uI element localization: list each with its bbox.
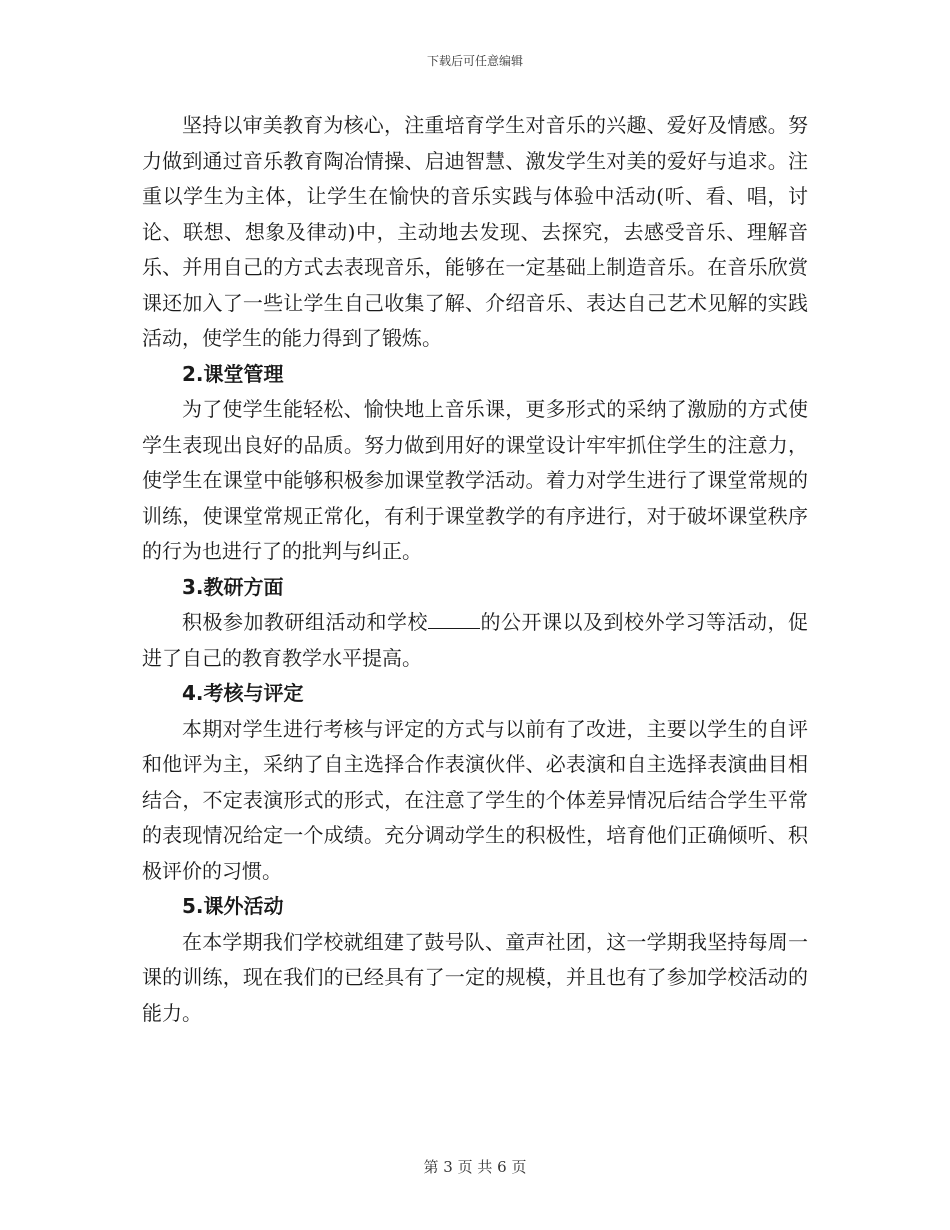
- text-after-blank: 的公开课以及到校外学习等活动，促进了自己的教育教学水平提高。: [142, 610, 808, 670]
- fill-in-blank: [428, 610, 480, 629]
- page-number: 第 3 页 共 6 页: [423, 1158, 527, 1176]
- paragraph-teaching-research: [142, 605, 808, 676]
- heading-assessment: 4.考核与评定: [182, 681, 304, 705]
- paragraph-classroom-management: 为了使学生能轻松、愉快地上音乐课，更多形式的采纳了激励的方式使学生表现出良好的品质。努力做到用好的课堂设计牢牢抓住学生的注意力，使学生在课堂中能够积极参加课堂教学活动。着力对学生进行了课堂常规的训练，使课堂常规正常化，有利于课堂教学的有序进行，对于破坏课堂秩序的行为也进行了的批判与纠正。: [142, 397, 808, 563]
- paragraph-extracurricular: 在本学期我们学校就组建了鼓号队、童声社团，这一学期我坚持每周一课的训练，现在我们的已经具有了一定的规模，并且也有了参加学校活动的能力。: [142, 929, 808, 1025]
- document-body: [142, 108, 808, 1031]
- paragraph-intro: 坚持以审美教育为核心，注重培育学生对音乐的兴趣、爱好及情感。努力做到通过音乐教育陶冶情操、启迪智慧、激发学生对美的爱好与追求。注重以学生为主体，让学生在愉快的音乐实践与体验中活动(听、看、唱，讨论、联想、想象及律动)中，主动地去发现、去探究，去感受音乐、理解音乐、并用自己的方式去表现音乐，能够在一定基础上制造音乐。在音乐欣赏课还加入了一些让学生自己收集了解、介绍音乐、表达自己艺术见解的实践活动，使学生的能力得到了锻炼。: [142, 113, 808, 350]
- text-before-blank: 积极参加教研组活动和学校: [182, 610, 428, 634]
- paragraph-assessment: 本期对学生进行考核与评定的方式与以前有了改进，主要以学生的自评和他评为主，采纳了自主选择合作表演伙伴、必表演和自主选择表演曲目相结合，不定表演形式的形式，在注意了学生的个体差异情况后结合学生平常的表现情况给定一个成绩。充分调动学生的积极性，培育他们正确倾听、积极评价的习惯。: [142, 716, 808, 883]
- heading-teaching-research: 3.教研方面: [182, 574, 284, 599]
- heading-classroom-management: 2.课堂管理: [182, 361, 284, 386]
- heading-extracurricular: 5.课外活动: [182, 894, 284, 918]
- page-header-note: 下载后可任意编辑: [426, 54, 523, 68]
